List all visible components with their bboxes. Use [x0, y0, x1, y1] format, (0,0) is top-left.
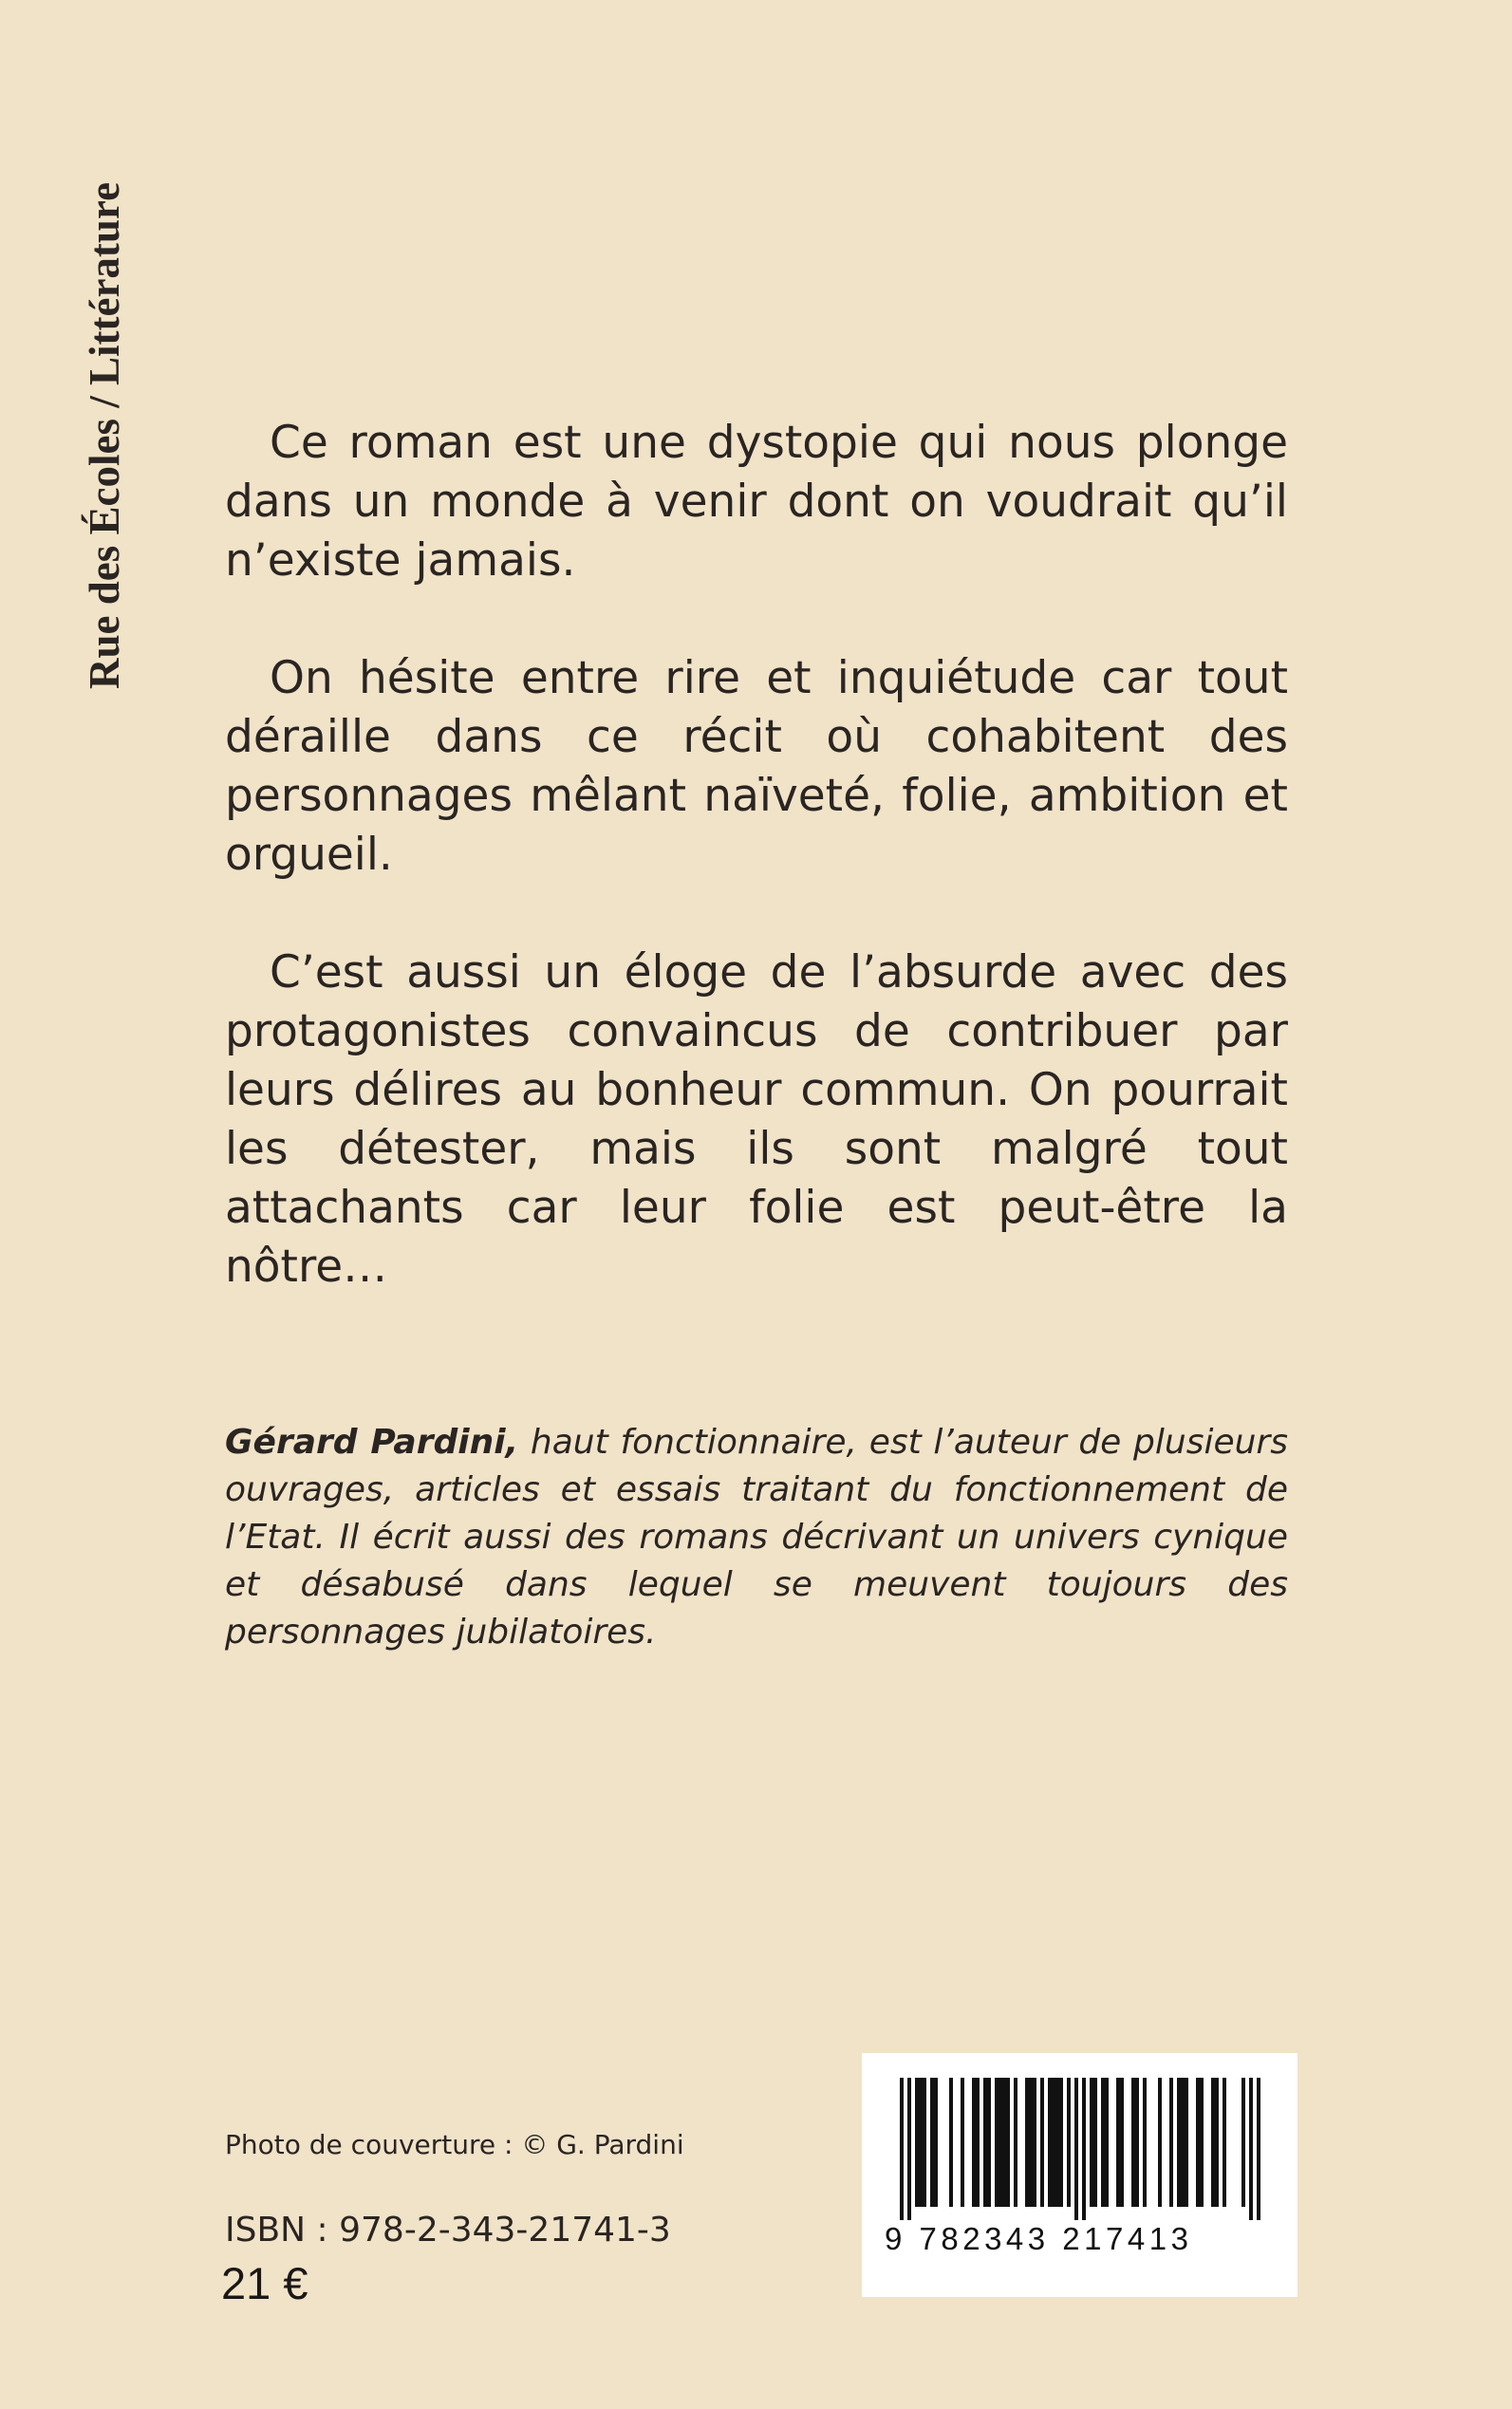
isbn-number: ISBN : 978-2-343-21741-3 — [225, 2211, 671, 2250]
barcode-bar — [961, 2078, 964, 2207]
blurb-paragraph: Ce roman est une dystopie qui nous plonge dans un monde à venir dont on voudrait qu’il n’existe jamais. — [225, 417, 1288, 587]
barcode-bar — [1006, 2078, 1010, 2207]
barcode-bar — [1002, 2078, 1006, 2207]
barcode-bar — [1211, 2078, 1215, 2207]
author-name: Gérard Pardini, — [225, 1423, 519, 1462]
barcode-bar — [1135, 2078, 1139, 2207]
barcode-bar — [983, 2078, 987, 2207]
barcode-guard-bar — [1257, 2078, 1260, 2220]
barcode-digits: 9 782343 217413 — [885, 2221, 1193, 2256]
barcode-bar — [1048, 2078, 1052, 2207]
barcode-guard-bar — [900, 2078, 904, 2220]
author-bio-text: haut fonctionnaire, est l’auteur de plusieurs ouvrages, articles et essais traitant du fonctionnement de l’Etat. Il écrit aussi des romans décrivant un univers cynique et désabusé dans lequel se meuvent toujours des personnages jubilatoires. — [225, 1423, 1288, 1652]
barcode-bar — [1014, 2078, 1017, 2207]
barcode-bar — [1101, 2078, 1105, 2207]
barcode-bar — [1052, 2078, 1055, 2207]
price-label: 21 € — [221, 2258, 308, 2308]
barcode-bar — [934, 2078, 938, 2207]
collection-spine-label: Rue des Écoles / Littérature — [81, 181, 128, 689]
barcode-bar — [1223, 2078, 1226, 2207]
barcode-bar — [987, 2078, 991, 2207]
barcode-bar — [1025, 2078, 1029, 2207]
barcode-bar — [923, 2078, 926, 2207]
blurb-paragraph: C’est aussi un éloge de l’absurde avec des protagonistes convaincus de contribuer par leurs délires au bonheur commun. On pourrait les détester, mais ils sont malgré tout attachants car leur folie est peut-être la nôtre… — [225, 946, 1288, 1293]
back-cover-blurb — [225, 414, 1288, 1355]
barcode-bar — [1090, 2078, 1093, 2207]
barcode-bar — [949, 2078, 953, 2207]
barcode-bar — [995, 2078, 999, 2207]
barcode-bar — [1029, 2078, 1033, 2207]
barcode-bars — [862, 2053, 1297, 2224]
barcode-bar — [1185, 2078, 1188, 2207]
barcode-bar — [1158, 2078, 1162, 2207]
barcode-bar — [1200, 2078, 1204, 2207]
barcode-bar — [999, 2078, 1002, 2207]
barcode-bar — [1196, 2078, 1200, 2207]
barcode-bar — [915, 2078, 919, 2207]
barcode-bar — [930, 2078, 934, 2207]
barcode-bar — [1059, 2078, 1063, 2207]
barcode-bar — [919, 2078, 923, 2207]
barcode-bar — [1177, 2078, 1181, 2207]
barcode-bar — [1040, 2078, 1044, 2207]
barcode-bar — [1241, 2078, 1245, 2207]
barcode-bar — [1116, 2078, 1120, 2207]
blurb-paragraph: On hésite entre rire et inquiétude car tout déraille dans ce récit où cohabitent des personnages mêlant naïveté, folie, ambition et orgueil. — [225, 652, 1288, 881]
barcode-bar — [1215, 2078, 1219, 2207]
barcode-bar — [1033, 2078, 1036, 2207]
barcode-guard-bar — [1074, 2078, 1078, 2220]
barcode-bar — [1105, 2078, 1109, 2207]
barcode-bar — [976, 2078, 980, 2207]
barcode-bar — [1169, 2078, 1173, 2207]
cover-photo-credit: Photo de couverture : © G. Pardini — [225, 2129, 684, 2160]
barcode-bar — [1120, 2078, 1124, 2207]
barcode-bar — [1181, 2078, 1185, 2207]
author-bio — [225, 1419, 1288, 1656]
barcode-bar — [1067, 2078, 1071, 2207]
barcode-guard-bar — [907, 2078, 911, 2220]
barcode-bar — [1055, 2078, 1059, 2207]
barcode-bar — [1093, 2078, 1097, 2207]
barcode-guard-bar — [1249, 2078, 1253, 2220]
barcode — [862, 2053, 1297, 2297]
barcode-bar — [1131, 2078, 1135, 2207]
barcode-guard-bar — [1082, 2078, 1086, 2220]
barcode-bar — [972, 2078, 976, 2207]
barcode-bar — [1143, 2078, 1147, 2207]
